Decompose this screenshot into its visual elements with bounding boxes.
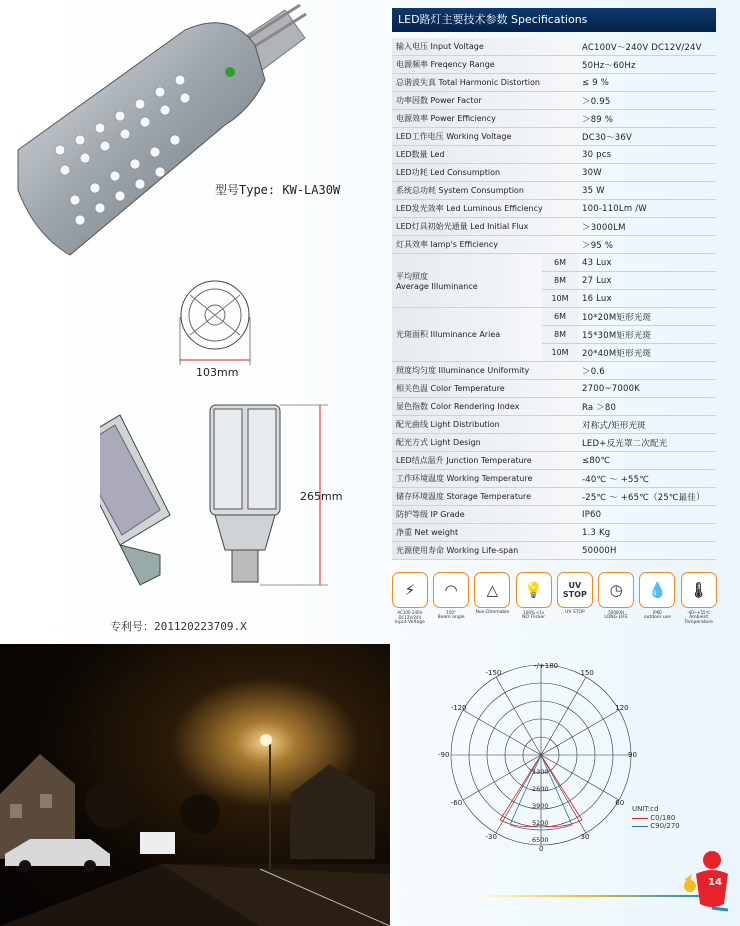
spec-row [392,200,716,218]
spec-value: IP60 [578,506,716,524]
spec-value: DC30～36V [578,128,716,146]
spec-value: ＞95 % [578,236,716,254]
spec-row [392,542,716,560]
outdoor-use-icon: 💧 [639,572,675,608]
spec-row [392,506,716,524]
feature-caption: outdoor use [643,615,671,620]
spec-value: 20*40M矩形光斑 [578,344,716,362]
polar-legend-c0: C0/180 [632,814,675,822]
feature-icons [390,572,720,625]
spec-value: 35 W [578,182,716,200]
spec-row [392,488,716,506]
ambient-temperature-icon: 🌡 [681,572,717,608]
spec-label: 电源频率 Freqency Range [392,56,578,74]
polar-angle-label: 60 [615,798,625,807]
feature-item [473,572,513,625]
spec-row [392,128,716,146]
feature-caption: NO Flicker [522,615,546,620]
polar-angle-label: -90 [438,751,450,759]
spec-value: Ra ＞80 [578,398,716,416]
spec-value: 16 Lux [578,290,716,308]
beam-angle-icon: ◠ [433,572,469,608]
spec-header: LED路灯主要技术参数 Specifications [392,8,716,32]
spec-label: 净重 Net weight [392,524,578,542]
spec-label: 电源效率 Power Efficiency [392,110,578,128]
spec-table [392,38,716,560]
spec-row [392,362,716,380]
spec-row [392,110,716,128]
spec-value: ＞0.6 [578,362,716,380]
polar-angle-label: -120 [450,703,467,712]
spec-height: 6M [542,254,578,272]
uv-stop-icon: UV STOP [557,572,593,608]
model-label: 型号Type: KW-LA30W [215,183,341,197]
feature-caption: Beam angle [437,615,465,620]
polar-angle-label: 150 [580,668,594,677]
spec-label: 配光方式 Light Design [392,434,578,452]
technical-drawing [100,255,360,625]
dimension-width-label: 103mm [196,366,239,379]
spec-label: LED工作电压 Working Voltage [392,128,578,146]
night-street-photo [0,644,390,926]
feature-caption: LONG LIFE [604,615,628,620]
spec-label: 灯具效率 lamp's Efficiency [392,236,578,254]
spec-value: 27 Lux [578,272,716,290]
spec-row [392,164,716,182]
spec-group-label: 平均照度 Average Illuminance [392,254,542,308]
spec-value: ＞0.95 [578,92,716,110]
polar-angle-label: 120 [615,703,629,712]
spec-value: ＞89 % [578,110,716,128]
spec-row [392,56,716,74]
spec-label: 储存环境温度 Storage Temperature [392,488,578,506]
feature-inner-text: 150° [446,610,456,615]
feature-item [555,572,595,625]
spec-row [392,182,716,200]
spec-value: 50000H [578,542,716,560]
spec-height: 10M [542,290,578,308]
feature-item [431,572,471,625]
polar-ring-label: 6500 [532,836,549,844]
product-photo [0,0,385,260]
spec-label: 功率因数 Power Factor [392,92,578,110]
no-flicker-icon: 💡 [516,572,552,608]
spec-row [392,452,716,470]
spec-value: 15*30M矩形光斑 [578,326,716,344]
feature-inner-text: IP60 [653,610,662,615]
polar-angle-label: 30 [580,833,590,842]
spec-row [392,380,716,398]
spec-label: LED灯具初始光通量 Led Initial Flux [392,218,578,236]
feature-item [596,572,636,625]
spec-group-row [392,308,716,326]
spec-height: 8M [542,326,578,344]
feature-item [514,572,554,625]
spec-label: 相关色温 Color Temperature [392,380,578,398]
spec-value: -40℃ ～ +55℃ [578,470,716,488]
spec-row [392,74,716,92]
spec-group-label: 光斑面积 Illuminance Ariea [392,308,542,362]
polar-bottom-label: 0 [539,845,544,853]
spec-height: 8M [542,272,578,290]
spec-value: AC100V～240V DC12V/24V [578,38,716,56]
feature-caption: UV STOP [565,610,585,615]
input-voltage-icon: ⚡ [392,572,428,608]
spec-row [392,434,716,452]
polar-legend-c90: C90/270 [632,822,680,830]
polar-top-label: -/+180 [534,662,559,670]
polar-angle-label: 90 [628,751,637,759]
dimension-height-label: 265mm [300,490,343,503]
spec-label: 显色指数 Color Rendering Index [392,398,578,416]
polar-angle-label: -30 [485,833,497,842]
feature-caption: Ambient Temperature [684,615,713,625]
spec-value: 100-110Lm /W [578,200,716,218]
spec-value: LED+反光罩二次配光 [578,434,716,452]
polar-ring-label: 5200 [532,819,549,827]
feature-item [679,572,719,625]
feature-inner-text: 50000H [608,610,624,615]
feature-inner-text: -40~+55℃ [687,610,711,615]
polar-unit: UNIT:cd [632,805,659,813]
spec-value: 30 pcs [578,146,716,164]
spec-row [392,398,716,416]
spec-label: LED结点温升 Junction Temperature [392,452,578,470]
long-life-icon: ◷ [598,572,634,608]
spec-label: 光源使用寿命 Working Life-span [392,542,578,560]
spec-label: 系统总功耗 System Consumption [392,182,578,200]
spec-label: 工作环境温度 Working Temperature [392,470,578,488]
spec-label: 照度均匀度 Illuminance Uniformity [392,362,578,380]
polar-angle-label: -60 [450,798,463,807]
spec-value: 10*20M矩形光斑 [578,308,716,326]
spec-row [392,236,716,254]
feature-caption: Input Voltage [394,620,425,625]
feature-item [638,572,678,625]
spec-label: LED发光效率 Led Luminous Efficiency [392,200,578,218]
spec-value: ≤ 9 % [578,74,716,92]
page-number: 14 [708,877,722,888]
spec-row [392,416,716,434]
spec-value: 43 Lux [578,254,716,272]
spec-group-row [392,254,716,272]
spec-value: 1.3 Kg [578,524,716,542]
feature-item [390,572,430,625]
spec-label: LED功耗 Led Consumption [392,164,578,182]
spec-value: 对称式/矩形光斑 [578,416,716,434]
polar-ring-label: 2600 [532,785,549,793]
spec-row [392,38,716,56]
spec-height: 10M [542,344,578,362]
spec-label: 总谐波失真 Total Harmonic Distortion [392,74,578,92]
spec-value: 30W [578,164,716,182]
spec-value: 50Hz～60Hz [578,56,716,74]
spec-label: 防护等级 IP Grade [392,506,578,524]
feature-caption: Non-Dimmable [475,610,510,615]
polar-angle-label: -150 [485,668,502,677]
spec-label: 配光曲线 Light Distribution [392,416,578,434]
spec-row [392,470,716,488]
spec-label: 输入电压 Input Voltage [392,38,578,56]
polar-ring-label: 1300 [532,768,549,776]
non-dimmable-icon: △ [474,572,510,608]
spec-value: 2700~7000K [578,380,716,398]
patent-number: 专利号：201120223709.X [110,620,247,633]
spec-value: -25℃ ～ +65℃（25℃最佳） [578,488,716,506]
spec-row [392,218,716,236]
polar-ring-label: 3900 [532,802,549,810]
page-mascot-icon [676,848,736,914]
spec-row [392,146,716,164]
footer-divider [470,895,700,897]
spec-label: LED数量 Led [392,146,578,164]
spec-value: ＞3000LM [578,218,716,236]
spec-value: ≤80℃ [578,452,716,470]
feature-inner-text: AC100-240V DC12V/24V [397,610,423,620]
spec-row [392,524,716,542]
spec-height: 6M [542,308,578,326]
feature-inner-text: 100% <1s [523,610,544,615]
spec-row [392,92,716,110]
